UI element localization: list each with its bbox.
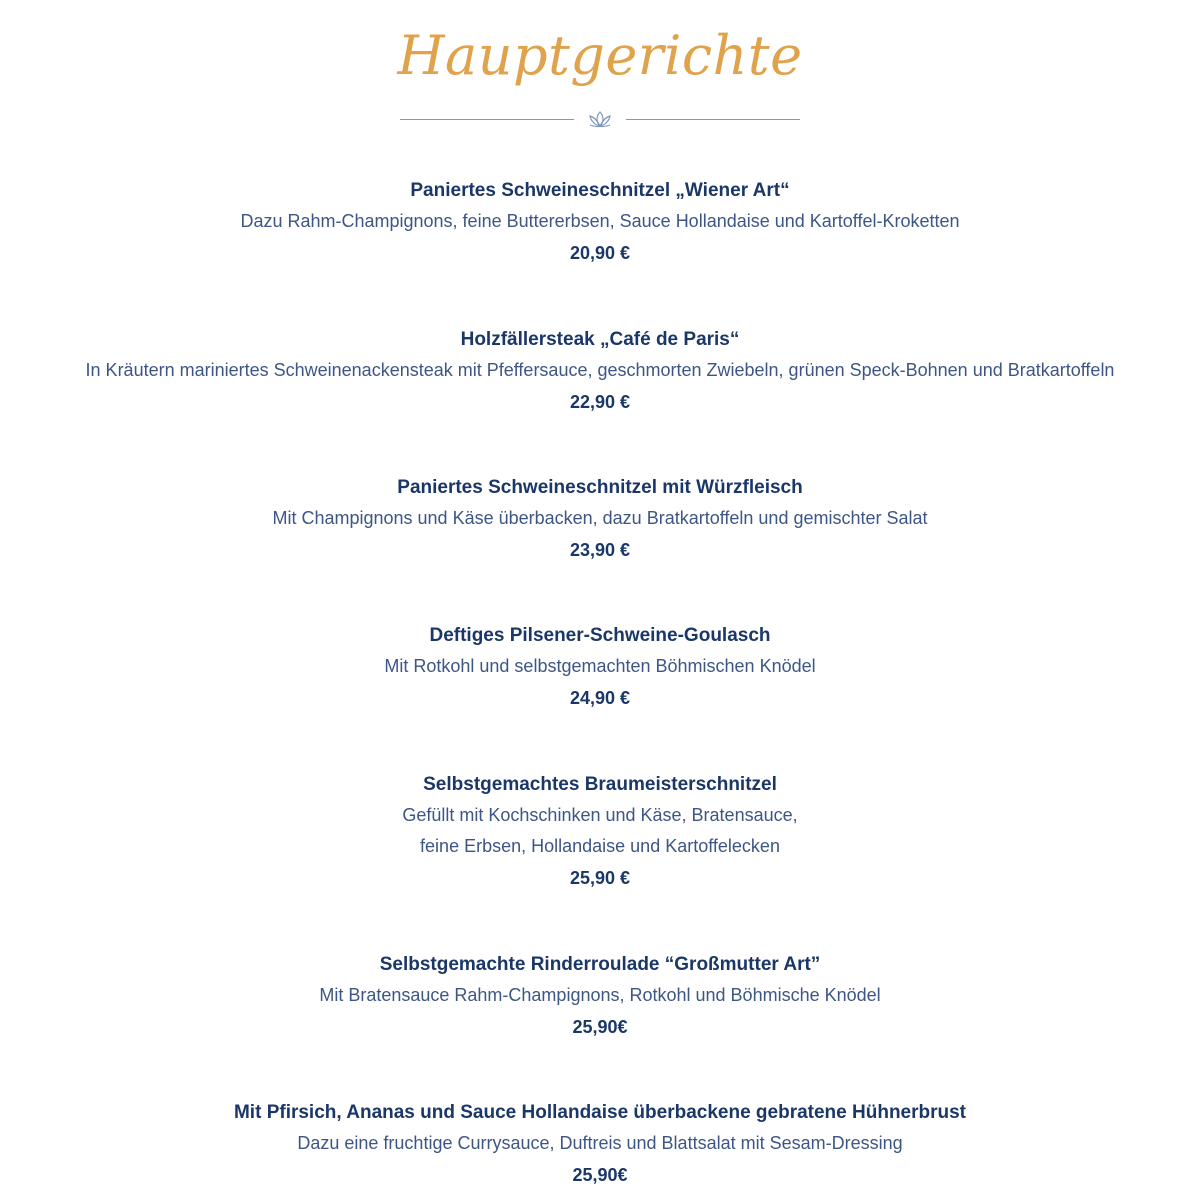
menu-item bbox=[0, 473, 1200, 566]
dish-description: Dazu eine fruchtige Currysauce, Duftreis und Blattsalat mit Sesam-Dressing bbox=[297, 1133, 903, 1153]
dish-description: Mit Champignons und Käse überbacken, dazu Bratkartoffeln und gemischter Salat bbox=[272, 508, 928, 528]
menu-item bbox=[0, 325, 1200, 418]
menu-item bbox=[0, 621, 1200, 714]
dish-name: Paniertes Schweineschnitzel „Wiener Art“ bbox=[410, 180, 790, 201]
dish-name: Mit Pfirsich, Ananas und Sauce Hollandaise überbackene gebratene Hühnerbrust bbox=[233, 1102, 967, 1123]
dish-description: Gefüllt mit Kochschinken und Käse, Bratensauce, bbox=[402, 805, 798, 825]
dish-price: 25,90€ bbox=[572, 1017, 628, 1037]
menu-item bbox=[0, 950, 1200, 1043]
dish-price: 25,90€ bbox=[572, 1165, 628, 1185]
menu-item bbox=[0, 770, 1200, 894]
divider-line-left bbox=[400, 119, 574, 120]
dish-description-line-2: feine Erbsen, Hollandaise und Kartoffelecken bbox=[420, 836, 780, 856]
dish-description: Dazu Rahm-Champignons, feine Buttererbsen, Sauce Hollandaise und Kartoffel-Kroketten bbox=[240, 211, 960, 231]
dish-description: Mit Bratensauce Rahm-Champignons, Rotkohl und Böhmische Knödel bbox=[319, 985, 881, 1005]
dish-name: Deftiges Pilsener-Schweine-Goulasch bbox=[429, 625, 771, 646]
dish-name: Paniertes Schweineschnitzel mit Würzfleisch bbox=[397, 477, 803, 498]
dish-name: Selbstgemachtes Braumeisterschnitzel bbox=[423, 774, 777, 795]
page-title: Hauptgerichte bbox=[397, 24, 803, 87]
dish-name: Selbstgemachte Rinderroulade “Großmutter Art” bbox=[379, 954, 821, 975]
dish-price: 24,90 € bbox=[569, 688, 631, 708]
dish-name: Holzfällersteak „Café de Paris“ bbox=[460, 329, 740, 350]
dish-price: 20,90 € bbox=[569, 243, 631, 263]
dish-price: 22,90 € bbox=[569, 392, 631, 412]
menu-item bbox=[0, 176, 1200, 269]
title-divider bbox=[0, 108, 1200, 130]
dish-price: 23,90 € bbox=[569, 540, 631, 560]
dish-description: In Kräutern mariniertes Schweinenackensteak mit Pfeffersauce, geschmorten Zwiebeln, grünen Speck-Bohnen und Bratkartoffeln bbox=[85, 360, 1115, 380]
dish-description: Mit Rotkohl und selbstgemachten Böhmischen Knödel bbox=[384, 656, 816, 676]
dish-price: 25,90 € bbox=[569, 868, 631, 888]
lotus-ornament-icon bbox=[584, 108, 616, 130]
menu-item bbox=[0, 1098, 1200, 1191]
divider-line-right bbox=[626, 119, 800, 120]
